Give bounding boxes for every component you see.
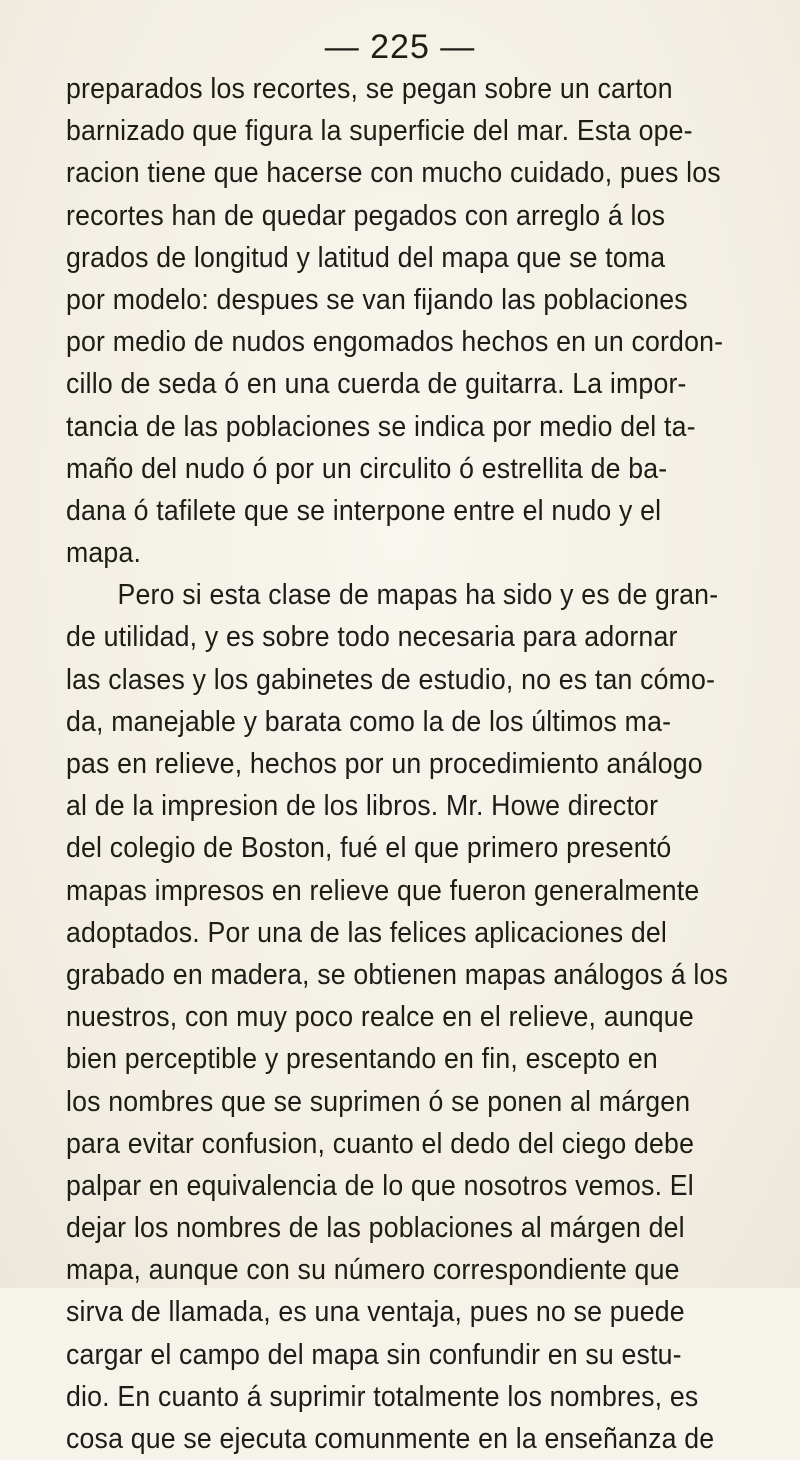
text-line: al de la impresion de los libros. Mr. Howe director xyxy=(66,790,659,823)
text-line: las clases y los gabinetes de estudio, no es tan cómo- xyxy=(66,663,716,696)
text-line: sirva de llamada, es una ventaja, pues no se puede xyxy=(66,1296,685,1329)
text-line: palpar en equivalencia de lo que nosotros vemos. El xyxy=(66,1169,694,1202)
text-line: mapa. xyxy=(66,537,142,570)
text-line: mapa, aunque con su número correspondiente que xyxy=(66,1254,680,1287)
text-line: recortes han de quedar pegados con arreglo á los xyxy=(66,199,666,232)
text-line: dio. En cuanto á suprimir totalmente los nombres, es xyxy=(66,1380,699,1413)
text-line: grados de longitud y latitud del mapa que se toma xyxy=(66,241,666,274)
text-line: para evitar confusion, cuanto el dedo del ciego debe xyxy=(66,1127,695,1160)
text-line-indented: Pero si esta clase de mapas ha sido y es de gran- xyxy=(117,579,719,612)
text-line: pas en relieve, hechos por un procedimiento análogo xyxy=(66,748,703,780)
text-line: del colegio de Boston, fué el que primero presentó xyxy=(66,832,672,865)
text-line: cillo de seda ó en una cuerda de guitarra. La impor- xyxy=(66,368,687,401)
text-line: grabado en madera, se obtienen mapas análogos á los xyxy=(66,958,729,991)
body-text xyxy=(66,68,729,1460)
text-line: da, manejable y barata como la de los últimos ma- xyxy=(66,705,672,738)
text-line: dana ó tafilete que se interpone entre el nudo y el xyxy=(66,494,662,527)
text-line: por medio de nudos engomados hechos en un cordon- xyxy=(66,326,724,359)
text-line: dejar los nombres de las poblaciones al márgen del xyxy=(66,1212,685,1245)
text-line: tancia de las poblaciones se indica por medio del ta- xyxy=(66,410,696,443)
text-line: preparados los recortes, se pegan sobre un carton xyxy=(66,73,673,105)
text-line: maño del nudo ó por un circulito ó estrellita de ba- xyxy=(66,452,668,485)
text-line: los nombres que se suprimen ó se ponen al márgen xyxy=(66,1085,691,1118)
text-line: cosa que se ejecuta comunmente en la enseñanza de xyxy=(66,1423,715,1455)
text-line: barnizado que figura la superficie del mar. Esta ope- xyxy=(66,115,693,148)
text-line: de utilidad, y es sobre todo necesaria para adornar xyxy=(66,621,678,654)
text-line: bien perceptible y presentando en fin, escepto en xyxy=(66,1043,658,1076)
text-line: cargar el campo del mapa sin confundir en su estu- xyxy=(66,1338,682,1371)
text-line: racion tiene que hacerse con mucho cuidado, pues los xyxy=(66,157,721,190)
page-number: — 225 — xyxy=(324,28,476,66)
text-line: mapas impresos en relieve que fueron generalmente xyxy=(66,874,700,907)
text-line: por modelo: despues se van fijando las poblaciones xyxy=(66,283,688,316)
text-line: nuestros, con muy poco realce en el relieve, aunque xyxy=(66,1001,694,1034)
text-line: adoptados. Por una de las felices aplicaciones del xyxy=(66,916,668,949)
